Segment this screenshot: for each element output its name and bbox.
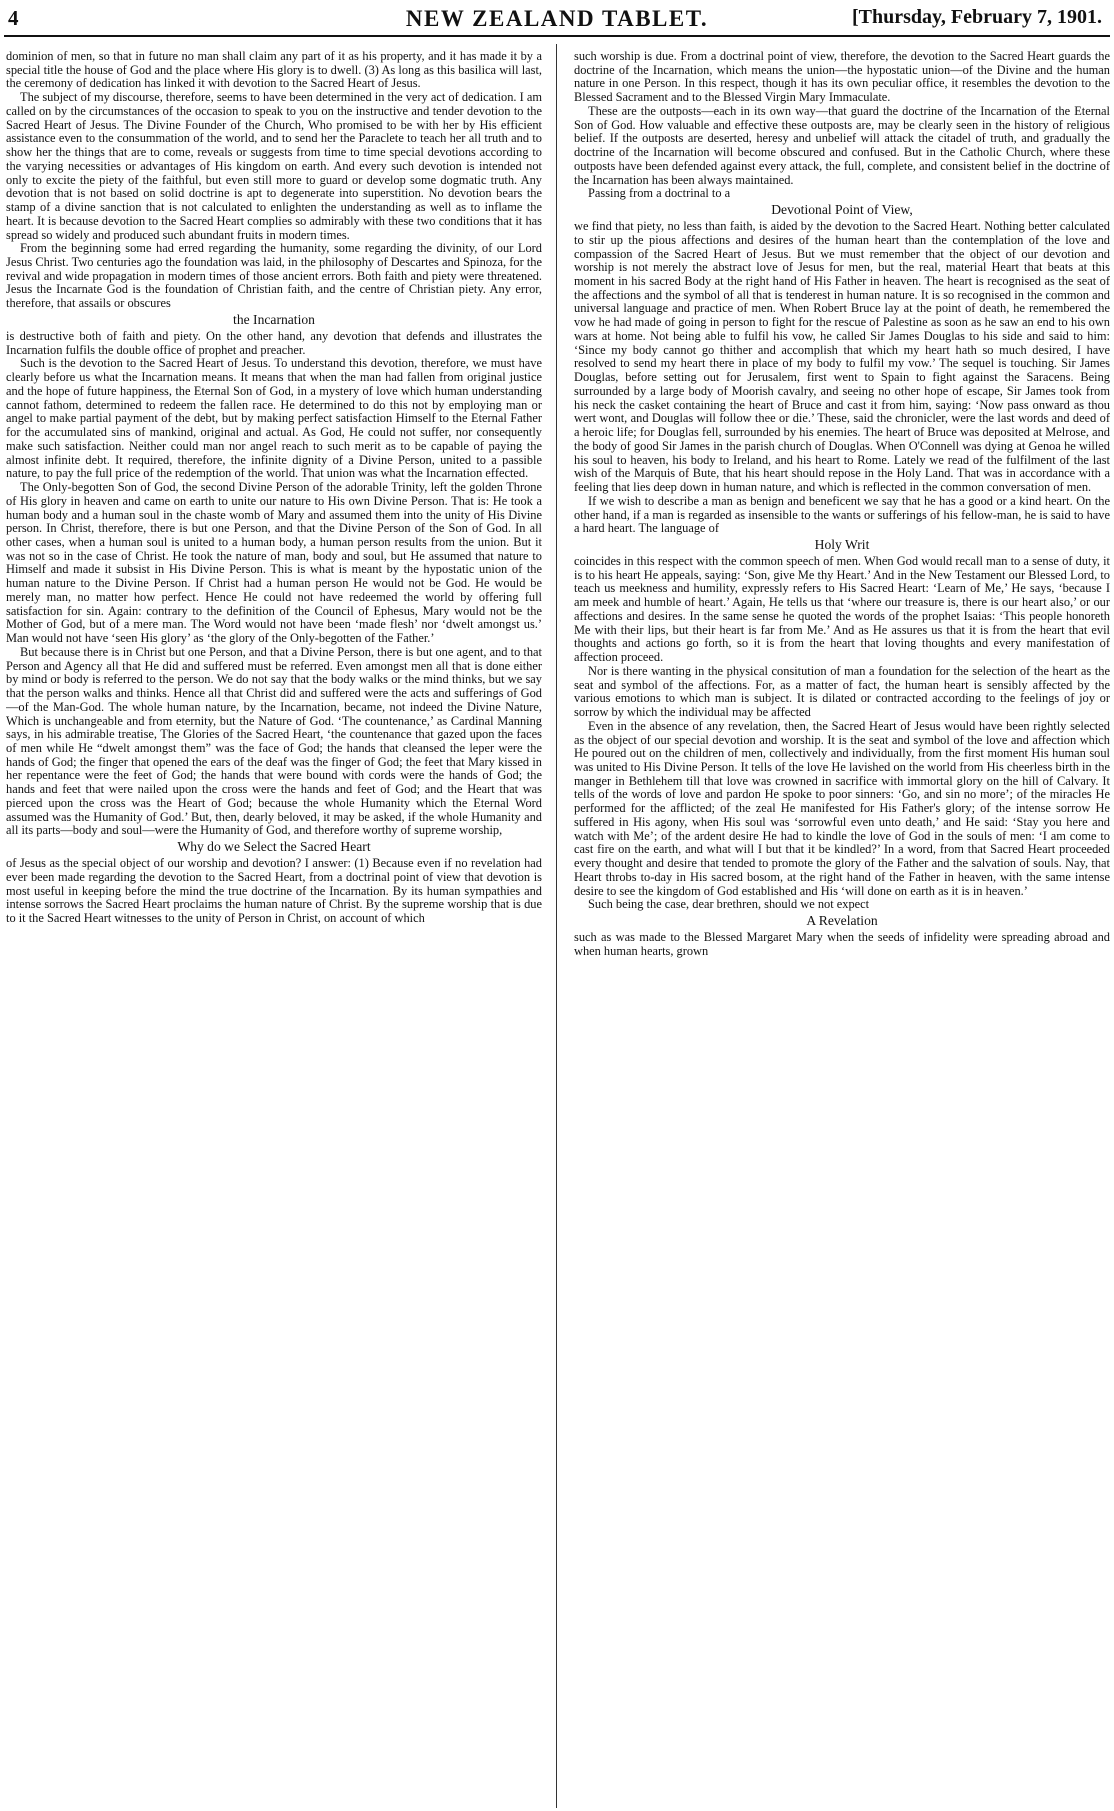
paragraph: Nor is there wanting in the physical consitution of man a foundation for the selection of the heart as the seat and symbol of the affections. For, as a matter of fact, the human heart is sensibly affected by the various emotions to which man is subject. It is dilated or contracted according to the feelings of joy or sorrow by which the individual may be affected: [574, 663, 1110, 720]
paragraph: of Jesus as the special object of our worship and devotion? I answer: (1) Because even if no revelation had ever been made regarding the devotion to the Sacred Heart, from a doctrinal point of view that devotion is most useful in keeping before the mind the true doctrine of the Incarnation. By its human sympathies and intense sorrows the Sacred Heart proclaims the human nature of Christ. By the supreme worship that is due to it the Sacred Heart witnesses to the unity of Person in Christ, on account of which: [6, 856, 542, 926]
paragraph: Such being the case, dear brethren, should we not expect: [588, 897, 870, 912]
section-heading: Holy Writ: [814, 536, 870, 552]
issue-date: [Thursday, February 7, 1901.: [851, 6, 1102, 28]
paragraph: These are the outposts—each in its own way—that guard the doctrine of the Incarnation of the Eternal Son of God. How valuable and effective these outposts are, may be clearly seen in the history of religious belief. If the outposts are deserted, heresy and unbelief will attack the citadel of truth, and gradually the doctrine of the Incarnation will become obscured and confused. But in the Catholic Church, where these outposts have been defended against every attack, the full, complete, and consistent belief in the doctrine of the Incarnation has been always maintained.: [574, 103, 1110, 187]
section-heading: Why do we Select the Sacred Heart: [177, 839, 371, 855]
paragraph: coincides in this respect with the common speech of men. When God would recall man to a sense of duty, it is to his heart He appeals, saying: ‘Son, give Me thy Heart.’ And in the New Testament our Blessed Lord, to teach us meekness and humility, expressly refers to His Sacred Heart: ‘Learn of Me,’ He says, ‘because I am meek and humble of heart.’ Again, He tells us that ‘where our treasure is, there is our heart also,’ or our affections and desires. In the same sense he quoted the words of the prophet Isaias: ‘This people honoreth Me with their lips, but their heart is far from Me.’ And as He assures us that it is from the heart that evil thoughts and actions go forth, so it is from the heart that loving thoughts and every manifestation of affection proceed.: [574, 553, 1110, 665]
paragraph: such as was made to the Blessed Margaret Mary when the seeds of infidelity were spreading abroad and when human hearts, grown: [574, 930, 1110, 958]
paragraph: dominion of men, so that in future no man shall claim any part of it as his property, and it has made it by a special title the house of God and the place where His glory is to dwell. (3) As long as this basilica will last, the ceremony of dedication has linked it with devotion to the Sacred Heart of Jesus.: [6, 50, 542, 91]
section-heading: Devotional Point of View,: [771, 202, 913, 218]
paragraph: The subject of my discourse, therefore, seems to have been determined in the very act of dedication. I am called on by the circumstances of the occasion to speak to you on the instructive and tender devotion to the Sacred Heart of Jesus. The Divine Founder of the Church, Who promised to be with her by His efficient assistance even to the consummation of the world, and to send her the Paraclete to teach her all truth and to show her the things that are to come, reveals or suggests from time to time special devotions according to the varying necessities or advantages of His kingdom on earth. And every such devotion is intended not only to excite the piety of the faithful, but even still more to guard or develop some dogmatic truth. Any devotion that is not based on solid doctrine is apt to degenerate into superstition. No devotion bears the stamp of a divine sanction that is not calculated to enlighten the understanding as well as to inflame the heart. It is because devotion to the Sacred Heart complies so admirably with these two conditions that it has spread so widely and produced such abundant fruits in modern times.: [6, 90, 542, 242]
header-rule: [4, 35, 1110, 37]
paragraph: But because there is in Christ but one Person, and that a Divine Person, there is but one agent, and to that Person and Agency all that He did and suffered must be referred. Even amongst men all that is done either by mind or body is referred to the person. We do not say that the body walks or the mind thinks, but we say that the person walks and thinks. Hence all that Christ did and suffered were the acts and sufferings of God—of the Man-God. The whole human nature, by the Incarnation, became, not indeed the Divine Nature, Which is unchangeable and from eternity, but the Nature of God. ‘The countenance,’ as Cardinal Manning says, in his admirable treatise, The Glories of the Sacred Heart, ‘the countenance that gazed upon the faces of men while He “dwelt amongst them” was the face of God; the hands that cleansed the leper were the hands of God; the finger that opened the ears of the deaf was the finger of God; the feet that Mary kissed in her repentance were the feet of God; the hands that were bound with cords were the hands of God; the hands and feet that were nailed upon the cross were the hands and feet of God; and the Heart that was pierced upon the cross was the Heart of God; because the whole Humanity which the Eternal Word assumed was the Humanity of God.’ But, then, dearly beloved, it may be asked, if the whole Humanity and all its parts—body and soul—were the Humanity of God, and therefore worthy of supreme worship,: [6, 644, 542, 838]
paragraph: If we wish to describe a man as benign and beneficent we say that he has a good or a kind heart. On the other hand, if a man is regarded as insensible to the wants or sufferings of his fellow-man, he is said to have a hard heart. The language of: [574, 493, 1110, 536]
page-header: [0, 6, 1114, 31]
paragraph: such worship is due. From a doctrinal point of view, therefore, the devotion to the Sacred Heart guards the doctrine of the Incarnation, which means the union—the hypostatic union—of the Divine and the human nature in one Person. In this respect, though it has its own peculiar office, it resembles the devotion to the Blessed Sacrament and to the Blessed Virgin Mary Immaculate.: [574, 50, 1110, 105]
paragraph: The Only-begotten Son of God, the second Divine Person of the adorable Trinity, left the golden Throne of His glory in heaven and came on earth to unite our nature to His own Divine Person. That is: He took a human body and a human soul in the chaste womb of Mary and assumed them into the unity of His Divine person. In Christ, therefore, there is but one Person, and that the Divine Person of the Son of God. In all other cases, when a human soul is united to a human body, a human person results from the union. But it was not so in the case of Christ. He took the nature of man, body and soul, but He assumed that nature to Himself and made it subsist in His Divine Person. This is what is meant by the hypostatic union of the human nature to the Divine Person. If Christ had a human person He would not be God. He would be merely man, no matter how perfect. Hence He could not have redeemed the world by offering full satisfaction for sin. Again: contrary to the definition of the Council of Ephesus, Mary would not be the Mother of God, but of a mere man. The Word would not have been ‘made flesh’ nor ‘dwelt amongst us.’ Man would not have ‘seen His glory’ as ‘the glory of the Only-begotten of the Father.’: [6, 480, 542, 646]
paragraph: Passing from a doctrinal to a: [588, 186, 731, 201]
paragraph: is destructive both of faith and piety. On the other hand, any devotion that defends and illustrates the Incarnation fulfils the double office of prophet and preacher.: [6, 328, 542, 357]
column-divider: [556, 44, 557, 1808]
masthead-title: NEW ZEALAND TABLET.: [405, 6, 709, 31]
right-column: [574, 50, 1110, 1808]
paragraph: From the beginning some had erred regarding the humanity, some regarding the divinity, of our Lord Jesus Christ. Two centuries ago the foundation was laid, in the philosophy of Descartes and Spinoza, for the revival and wide propagation in modern times of those ancient errors. Both faith and piety were threatened. Jesus the Incarnate God is the foundation of Christian faith, and the centre of Christian piety. Any error, therefore, that assails or obscures: [6, 241, 542, 311]
page-number: 4: [8, 6, 19, 30]
left-column: [6, 50, 542, 1808]
section-heading: the Incarnation: [233, 311, 315, 327]
paragraph: we find that piety, no less than faith, is aided by the devotion to the Sacred Heart. Nothing better calculated to stir up the pious affections and desires of the human heart than the contemplation of the love and compassion of the Sacred Heart of Jesus. But we must remember that the object of our devotion and worship is not merely the abstract love of Jesus for men, but the real, material Heart that beats at this moment in his sacred Body at the right hand of His Father in heaven. The heart is recognised as the seat of the affections and the symbol of all that is tenderest in human nature. It is so recognised in the common and universal language and practice of men. When Robert Bruce lay at the point of death, he remembered the vow he had made of going in person to fight for the rescue of Palestine as soon as he saw an end to his own wars at home. Not being able to fulfil his vow, he called Sir James Douglas to his side and said to him: ‘Since my body cannot go thither and accomplish that which my heart hath so much desired, I have resolved to send my heart there in place of my body to fulfil my vow.’ The sequel is touching. Sir James Douglas, before setting out for Jerusalem, first went to Spain to fight against the Saracens. Being surrounded by a large body of Moorish cavalry, and seeing no other hope of escape, Sir James took from his neck the casket containing the heart of Bruce and cast it from him, saying: ‘Now pass onward as thou wert wont, and Douglas will follow thee or die.’ These, said the chronicler, were the last words and deed of a heroic life; for Douglas fell, surrounded by his enemies. The heart of Bruce was deposited at Melrose, and the body of good Sir James in the parish church of Douglas. When O'Connell was dying at Genoa he willed his soul to heaven, his body to Ireland, and his heart to Rome. Lately we read of the fulfilment of the last wish of the Marquis of Bute, that his heart should repose in the Holy Land. That was in accordance with a feeling that lies deep down in human nature, and which is reflected in the common conversation of men.: [574, 219, 1110, 495]
paragraph: Such is the devotion to the Sacred Heart of Jesus. To understand this devotion, therefore, we must have clearly before us what the Incarnation means. It means that when the man had fallen from original justice and the hope of future happiness, the Eternal Son of God, in a mystery of love which human understanding cannot fathom, determined to redeem the fallen race. He determined to do this not by employing man or angel to make partial payment of the debt, but by making perfect satisfaction Himself to the Eternal Father for the accumulated sins of mankind, original and actual. As God, He could not suffer, nor consequently make such satisfaction. Neither could man nor angel reach to such merit as to be capable of paying the almost infinite debt. It required, therefore, the infinite dignity of a Divine Person, united to a passible nature, to pay the full price of the redemption of the world. That union was what the Incarnation effected.: [6, 356, 542, 481]
section-heading: A Revelation: [806, 913, 878, 929]
paragraph: Even in the absence of any revelation, then, the Sacred Heart of Jesus would have been rightly selected as the object of our special devotion and worship. It is the seat and symbol of the love and affection which He poured out on the children of men, collectively and individually, from the first moment His human soul was united to His Divine Person. It tells of the love He lavished on the world from His cheerless birth in the manger in Bethlehem till that love was crowned in sacrifice with immortal glory on the hill of Calvary. It tells of the words of love and pardon He spoke to poor sinners: ‘Go, and sin no more’; of the miracles He performed for the afflicted; of the zeal He manifested for His Father's glory; of the intense sorrow He suffered in His agony, when His soul was ‘sorrowful even unto death,’ and He said: ‘Stay you here and watch with Me’; of the ardent desire He had to kindle the love of God in the souls of men: ‘I am come to cast fire on the earth, and what will I but that it be kindled?’ In a word, from that Sacred Heart proceeded every thought and desire that tended to promote the glory of the Father and the salvation of souls. Nay, that Heart throbs to-day in His sacred bosom, at the right hand of the Father in heaven, with the same intense desire to see the kingdom of God established and His ‘will done on earth as it is in heaven.’: [574, 718, 1110, 898]
